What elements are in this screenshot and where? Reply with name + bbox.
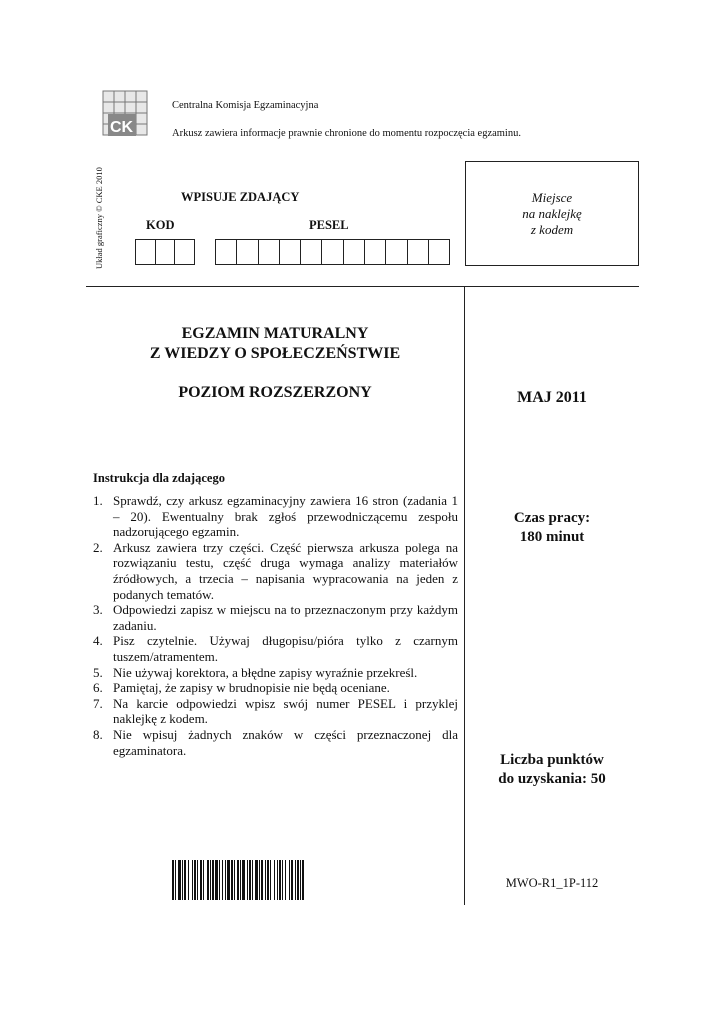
pesel-cell[interactable] — [237, 239, 258, 265]
pesel-cell[interactable] — [408, 239, 429, 265]
institution-name: Centralna Komisja Egzaminacyjna — [172, 100, 319, 111]
instructions-list — [93, 493, 458, 758]
list-item — [93, 493, 458, 540]
sticker-line: na naklejkę — [522, 205, 582, 221]
sheet-code: MWO-R1_1P-112 — [505, 876, 599, 890]
item-number: 6. — [93, 680, 103, 696]
item-number: 4. — [93, 633, 103, 649]
item-text: Pisz czytelnie. Używaj długopisu/pióra tylko z czarnym tuszem/atramentem. — [113, 633, 458, 664]
pesel-cell[interactable] — [322, 239, 343, 265]
item-text: Arkusz zawiera trzy części. Część pierwsza arkusza polega na rozwiązaniu testu, część druga wymaga analizy materiałów źródłowych, a trzecia – napisania wypracowania na jeden z podanych tematów. — [113, 539, 458, 602]
item-number: 3. — [93, 602, 103, 618]
item-text: Na karcie odpowiedzi wpisz swój numer PESEL i przyklej naklejkę z kodem. — [113, 695, 458, 727]
item-text: Odpowiedzi zapisz w miejscu na to przeznaczonym przy każdym zadaniu. — [113, 602, 458, 633]
pesel-cell[interactable] — [365, 239, 386, 265]
list-item — [93, 602, 458, 633]
sticker-line: z kodem — [530, 221, 574, 237]
time-value: 180 minut — [519, 529, 585, 545]
kod-cell[interactable] — [136, 239, 156, 265]
item-text: Nie używaj korektora, a błędne zapisy wyraźnie przekreśl. — [113, 664, 418, 680]
pesel-cell[interactable] — [301, 239, 322, 265]
list-item — [93, 696, 458, 727]
pesel-label: PESEL — [309, 218, 349, 232]
item-text: Pamiętaj, że zapisy w brudnopisie nie będą oceniane. — [113, 680, 390, 696]
time-label: Czas pracy: — [513, 510, 591, 526]
protection-notice: Arkusz zawiera informacje prawnie chronione do momentu rozpoczęcia egzaminu. — [172, 128, 521, 139]
list-item — [93, 540, 458, 602]
copyright-note: Układ graficzny © CKE 2010 — [94, 167, 104, 269]
barcode — [172, 860, 378, 900]
item-number: 5. — [93, 664, 103, 680]
vertical-divider — [464, 287, 465, 905]
item-number: 2. — [93, 539, 103, 555]
horizontal-divider — [86, 286, 639, 287]
list-item — [93, 680, 458, 696]
exam-title-line2: Z WIEDZY O SPOŁECZEŃSTWIE — [149, 345, 401, 362]
points-value: do uzyskania: 50 — [498, 771, 606, 787]
list-item — [93, 665, 458, 681]
pesel-cell[interactable] — [344, 239, 365, 265]
item-number: 8. — [93, 726, 103, 742]
item-number: 1. — [93, 493, 103, 508]
logo-text: CK — [110, 119, 134, 136]
pesel-field[interactable] — [215, 239, 450, 265]
sticker-line: Miejsce — [531, 189, 573, 205]
item-number: 7. — [93, 695, 103, 711]
pesel-cell[interactable] — [386, 239, 407, 265]
item-text: Nie wpisuj żadnych znaków w części przeznaczonej dla egzaminatora. — [113, 726, 458, 758]
pesel-cell[interactable] — [280, 239, 301, 265]
exam-date: MAJ 2011 — [517, 389, 587, 406]
candidate-heading: WPISUJE ZDAJĄCY — [181, 190, 300, 204]
kod-field[interactable] — [135, 239, 195, 265]
list-item — [93, 633, 458, 664]
kod-label: KOD — [146, 218, 175, 232]
list-item — [93, 727, 458, 758]
pesel-cell[interactable] — [259, 239, 280, 265]
exam-title-line1: EGZAMIN MATURALNY — [181, 325, 369, 342]
kod-cell[interactable] — [175, 239, 195, 265]
points-label: Liczba punktów — [500, 752, 604, 768]
kod-cell[interactable] — [156, 239, 176, 265]
sticker-placeholder — [465, 161, 639, 266]
cke-logo — [100, 88, 152, 143]
exam-level: POZIOM ROZSZERZONY — [178, 384, 372, 401]
instructions-title: Instrukcja dla zdającego — [93, 471, 225, 485]
pesel-cell[interactable] — [216, 239, 237, 265]
pesel-cell[interactable] — [429, 239, 450, 265]
item-text: Sprawdź, czy arkusz egzaminacyjny zawiera 16 stron (zadania 1 – 20). Ewentualny brak zgłoś przewodniczącemu zespołu nadzorującego egzamin. — [113, 493, 458, 540]
